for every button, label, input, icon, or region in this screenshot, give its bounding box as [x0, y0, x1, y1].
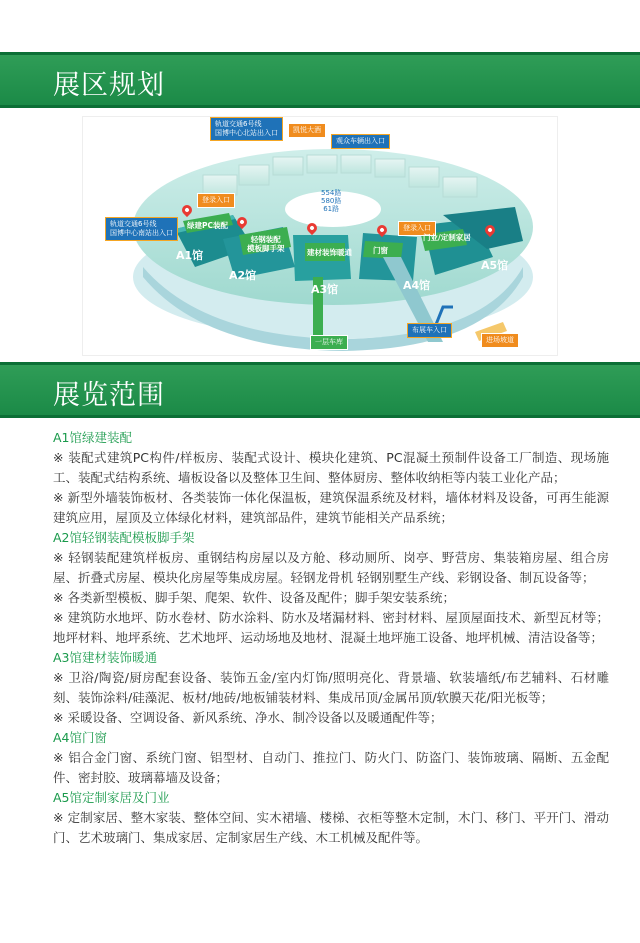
metro-south-entrance-tag: [105, 217, 178, 241]
entrance-a1-text: 登录入口: [202, 196, 230, 204]
hall-label-a2: A2馆: [229, 269, 257, 282]
scope-a1-item: ※ 装配式建筑PC构件/样板房、装配式设计、模块化建筑、PC混凝土预制件设备工厂制造、现场施工、装配式结构系统、墙板设备以及整体卫生间、整体厨房、整体收纳柜等内装工业化产品；: [53, 450, 609, 485]
hall-label-a4: A4馆: [403, 279, 431, 292]
scope-a4-item: ※ 铝合金门窗、系统门窗、铝型材、自动门、推拉门、防火门、防盗门、装饰玻璃、隔断、五金配件、密封胶、玻璃幕墙及设备；: [53, 750, 609, 785]
scope-a2-item: ※ 各类新型模板、脚手架、爬架、软件、设备及配件；脚手架安装系统；: [53, 590, 455, 605]
section-title-plan: 展区规划: [53, 70, 165, 101]
scope-title-a5: A5馆定制家居及门业: [53, 790, 170, 805]
bus-routes: [321, 189, 341, 213]
scope-a3-item: ※ 采暖设备、空调设备、新风系统、净水、制冷设备以及暖通配件等；: [53, 710, 443, 725]
metro-north-entrance-tag: [210, 117, 283, 141]
scope-title-a4: A4馆门窗: [53, 730, 108, 745]
restaurant-tag: [288, 123, 326, 138]
exhibitor-bus-entrance-text: 布展车入口: [412, 326, 447, 334]
scope-title-a2: A2馆轻钢装配模板脚手架: [53, 530, 195, 545]
metro-north-entrance-text: 轨道交通6号线 国博中心北站出入口: [215, 120, 278, 137]
scope-title-a3: A3馆建材装饰暖通: [53, 650, 158, 665]
bus-route-554: 554路: [321, 189, 342, 197]
hall-label-a3: A3馆: [311, 283, 339, 296]
scope-title-a1: A1馆绿建装配: [53, 430, 133, 445]
entrance-a1-tag: [197, 193, 235, 208]
zone-label-a5: 门业/定制家居: [423, 233, 471, 242]
audience-bus-entrance-text: 观众车辆出入口: [336, 137, 385, 145]
scope-a5-item: ※ 定制家居、整木家装、整体空间、实木裙墙、楼梯、衣柜等整木定制，木门、移门、平开门、滑动门、艺术玻璃门、集成家居、定制家居生产线、木工机械及配件等。: [53, 810, 609, 845]
restaurant-text: 凯悦大酒: [293, 126, 321, 134]
hall-label-a5: A5馆: [481, 259, 509, 272]
zone-label-a3: 建材装饰暖通: [307, 248, 352, 257]
audience-bus-entrance-tag: [331, 134, 390, 149]
section-banner-plan: [0, 52, 640, 108]
exhibitor-bus-entrance-tag: [407, 323, 452, 338]
zone-label-a1: 绿建PC装配: [187, 221, 229, 230]
ramp-tag: [481, 333, 519, 348]
scope-a2-item: ※ 轻钢装配建筑样板房、重钢结构房屋以及方舱、移动厕所、岗亭、野营房、集装箱房屋、组合房屋、折叠式房屋、模块化房屋等集成房屋。轻钢龙骨机 轻钢别墅生产线、彩钢设备、制瓦设备等；: [53, 550, 609, 585]
scope-a1-item: ※ 新型外墙装饰板材、各类装饰一体化保温板，建筑保温系统及材料，墙体材料及设备，可再生能源建筑应用，屋顶及立体绿化材料，建筑部品件，建筑节能相关产品系统；: [53, 490, 609, 525]
bus-route-580: 580路: [321, 197, 342, 205]
section-banner-scope: [0, 362, 640, 418]
zone-label-a2: 轻钢装配 模板脚手架: [247, 235, 285, 253]
bus-route-61: 61路: [323, 205, 340, 213]
parking-tag: [310, 335, 348, 350]
exhibition-map: [82, 116, 558, 356]
metro-south-entrance-text: 轨道交通6号线 国博中心南站出入口: [110, 220, 173, 237]
entrance-a5-text: 登录入口: [403, 224, 431, 232]
scope-a2-item: ※ 建筑防水地坪、防水卷材、防水涂料、防水及堵漏材料、密封材料、屋顶屋面技术、新型瓦材等；地坪材料、地坪系统、艺术地坪、运动场地及地材、混凝土地坪施工设备、地坪机械、清洁设备等；: [53, 610, 609, 645]
zone-label-a4: 门窗: [373, 246, 388, 255]
scope-a3-item: ※ 卫浴/陶瓷/厨房配套设备、装饰五金/室内灯饰/照明亮化、背景墙、软装墙纸/布艺辅料、石材雕刻、装饰涂料/硅藻泥、板材/地砖/地板铺装材料、集成吊顶/金属吊顶/软膜天花/阳光板等；: [53, 670, 609, 705]
parking-text: 一层车库: [315, 338, 343, 346]
hall-label-a1: A1馆: [176, 249, 204, 262]
exhibition-scope: [53, 428, 609, 848]
ramp-text: 进场坡道: [486, 336, 514, 344]
section-title-scope: 展览范围: [53, 380, 165, 411]
